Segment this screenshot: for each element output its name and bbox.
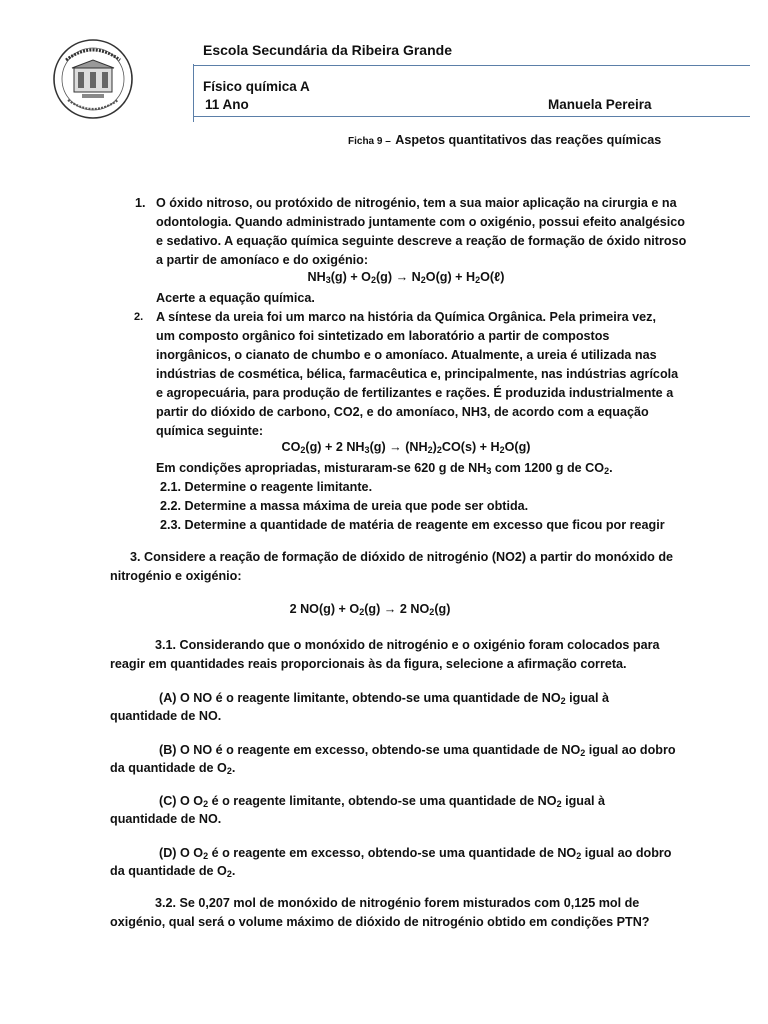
header-rule-top (193, 65, 750, 66)
subject: Físico química A (203, 79, 310, 94)
q2-subquestion: 2.1. Determine o reagente limitante. (160, 480, 373, 494)
option-a: (A) O NO é o reagente limitante, obtendo-se uma quantidade de $NO_2$ igual à (159, 691, 610, 706)
q1-line: odontologia. Quando administrado juntamente com o oxigénio, possui efeito analgésico (156, 215, 685, 229)
q2-line: A síntese da ureia foi um marco na história da Química Orgânica. Pela primeira vez, (156, 310, 656, 324)
q2-line: e agropecuária, para produção de fertilizantes e rações. É produzida industrialmente a (156, 386, 674, 400)
q3-intro-line2: nitrogénio e oxigénio: (110, 569, 242, 583)
q2-subquestions (160, 478, 665, 535)
q1-number: 1. (135, 196, 146, 210)
q2-line: química seguinte: (156, 424, 264, 438)
q1-task: Acerte a equação química. (156, 291, 315, 305)
school-seal-logo (52, 38, 134, 120)
sheet-title-text: Aspetos quantitativos das reações químicas (395, 133, 662, 147)
q2-number: 2. (134, 311, 144, 323)
option-b-line2: da quantidade de $O_2$. (110, 761, 236, 776)
q1-line: e sedativo. A equação química seguinte descreve a reação de formação de óxido nitroso (156, 234, 687, 248)
q31-line1: 3.1. Considerando que o monóxido de nitrogénio e o oxigénio foram colocados para (155, 638, 660, 652)
q2-subquestion: 2.3. Determine a quantidade de matéria de reagente em excesso que ficou por reagir (160, 518, 665, 532)
q32-number: 3.2. (155, 896, 177, 910)
option-b: (B) O NO é o reagente em excesso, obtendo-se uma quantidade de $NO_2$ igual ao dobro (159, 743, 676, 758)
q2-subquestion: 2.2. Determine a massa máxima de ureia que pode ser obtida. (160, 499, 529, 513)
q1-equation: $NH_3(g) + O_2(g) \to N_2O(g)$ + $H_2O(\ell)$ (307, 270, 505, 285)
q2-equation: $CO_2(g) + 2$ $NH_3(g) \to (NH_2)_2CO(s) + H_2O(g)$ (281, 440, 531, 455)
q32-line1: 3.2. Se 0,207 mol de monóxido de nitrogénio forem misturados com 0,125 mol de (155, 896, 640, 910)
q3-equation: 2 $NO(g) + O_2(g) \to 2$ $NO_2(g)$ (289, 602, 451, 617)
teacher-name: Manuela Pereira (548, 97, 652, 112)
header-rule-vertical (193, 64, 194, 122)
q1-line: a partir de amoníaco e do oxigénio: (156, 253, 369, 267)
q31-line2: reagir em quantidades reais proporcionais às da figura, selecione a afirmação correta. (110, 657, 627, 671)
q31-number: 3.1. (155, 638, 177, 652)
option-d: (D) O $O_2$ é o reagente em excesso, obtendo-se uma quantidade de $NO_2$ igual ao dobro (159, 846, 672, 861)
option-c: (C) O $O_2$ é o reagente limitante, obtendo-se uma quantidade de $NO_2$ igual à (159, 794, 605, 809)
q2-line: partir do dióxido de carbono, CO2, e do amoníaco, NH3, de acordo com a equação (156, 405, 649, 419)
q1-line: O óxido nitroso, ou protóxido de nitrogénio, tem a sua maior aplicação na cirurgia e na (156, 196, 677, 210)
q2-conditions: Em condições apropriadas, misturaram-se 620 g de $NH_3$ com 1200 g de $CO_2$. (156, 461, 613, 476)
sheet-number: Ficha 9 – (348, 136, 391, 147)
q3-number: 3. (130, 550, 141, 564)
school-name: Escola Secundária da Ribeira Grande (203, 42, 452, 58)
option-a-line2: quantidade de NO. (110, 709, 222, 723)
q32-line2: oxigénio, qual será o volume máximo de dióxido de nitrogénio obtido em condições PTN? (110, 915, 650, 929)
option-d-line2: da quantidade de $O_2$. (110, 864, 236, 879)
q2-text (156, 308, 678, 441)
grade: 11 Ano (205, 97, 249, 112)
q2-line: indústrias de cosmética, bélica, farmacêutica e, principalmente, nas indústrias agrícola (156, 367, 679, 381)
option-c-line2: quantidade de NO. (110, 812, 222, 826)
q1-text (156, 194, 686, 270)
q2-line: um composto orgânico foi sintetizado em laboratório a partir de compostos (156, 329, 610, 343)
sheet-title (348, 131, 661, 149)
q2-line: inorgânicos, o cianato de chumbo e o amoníaco. Atualmente, a ureia é utilizada nas (156, 348, 657, 362)
q3-intro: 3. Considere a reação de formação de dióxido de nitrogénio (NO2) a partir do monóxido de (130, 550, 674, 564)
header-rule-bottom (193, 116, 750, 117)
